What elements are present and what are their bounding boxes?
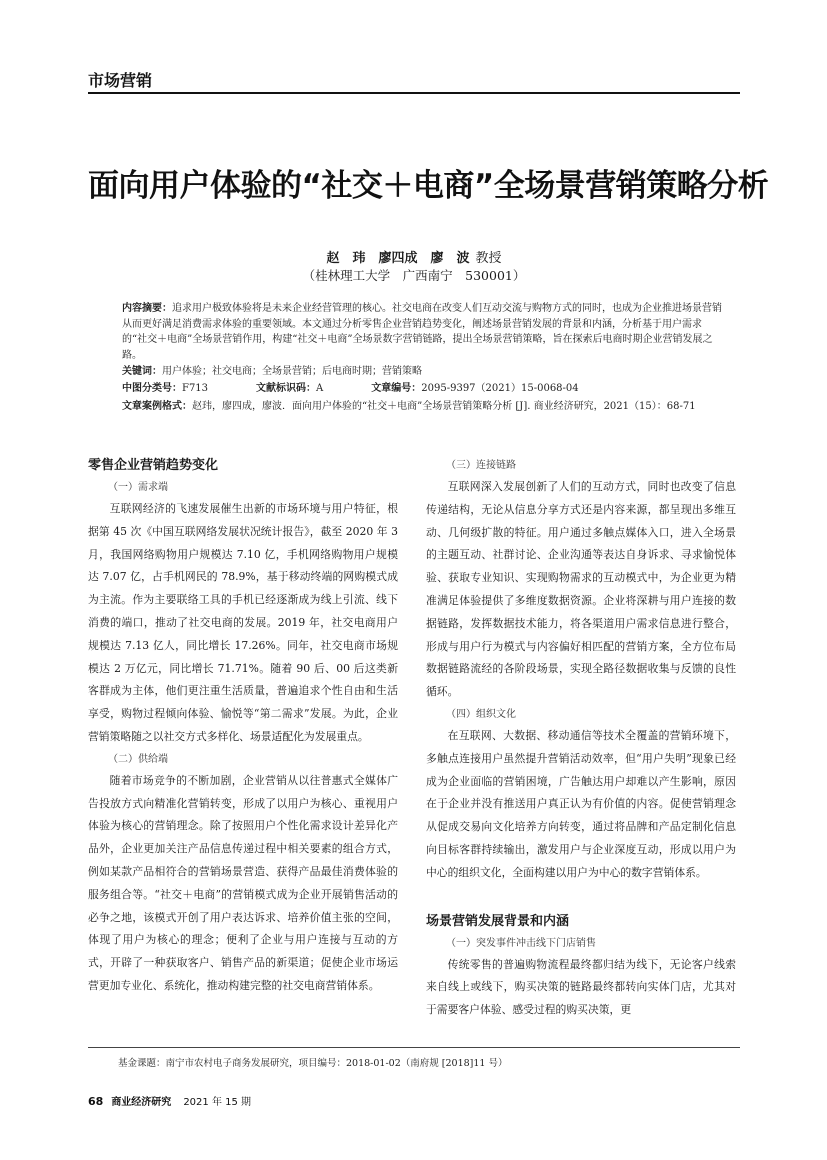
keywords-text: 用户体验；社交电商；全场景营销；后电商时期；营销策略 [162, 366, 422, 377]
paragraph: 传统零售的普遍购物流程最终都归结为线下，无论客户线索来自线上或线下，购买决策的链路最终都转向实体门店，尤其对于需要客户体验、感受过程的购买决策，更 [426, 957, 736, 1017]
classification-line [122, 381, 722, 397]
affiliation: （桂林理工大学 广西南宁 530001） [302, 268, 526, 283]
abstract-label: 内容摘要： [122, 303, 172, 314]
citation [122, 399, 722, 415]
right-column [426, 455, 736, 1022]
doc-code-label: 文献标识码： [256, 383, 317, 394]
keywords [122, 364, 722, 380]
footnote-divider [88, 1047, 740, 1048]
journal-name: 商业经济研究 [111, 1097, 172, 1108]
page-footer [88, 1093, 251, 1108]
subsection-heading: （三）连接链路 [446, 460, 516, 471]
citation-label: 文章案例格式： [122, 401, 192, 412]
subsection-heading: （二）供给端 [108, 753, 168, 765]
paragraph: 在互联网、大数据、移动通信等技术全覆盖的营销环境下，多触点连接用户虽然提升营销活动效率，但“用户失明”现象已经成为企业面临的营销困境，广告触达用户却难以产生影响，原因在于企业并没有推送用户真正认为有价值的内容。促使营销理念从促成交易向文化培养方向转变，通过将品牌和产品定制化信息向目标客群持续输出，激发用户与企业深度互动，形成以用户为中心的组织文化，全面构建以用户为中心的数字营销体系。 [426, 728, 736, 879]
funding-footnote: 基金课题：南宁市农村电子商务发展研究，项目编号：2018-01-02（南府规 [2018]11 号） [118, 1058, 508, 1069]
clc-value: F713 [182, 383, 209, 394]
paragraph: 互联网经济的飞速发展催生出新的市场环境与用户特征，根据第 45 次《中国互联网络发展状况统计报告》，截至 2020 年 3 月，我国网络购物用户规模达 7.10 亿，手机网络购物用户规模达 7.07 亿，占手机网民的 78.9%，基于移动终端的网购模式成为主流。作为主要联络工具的手机已经逐渐成为线上引流、线下消费的端口，推动了社交电商的发展。2019 年，社交电商用户规模达 7.13 亿人，同比增长 17.26%。同年，社交电商市场规模达 2 万亿元，同比增长 71.71%。随着 90 后、00 后这类新客群成为主体，他们更注重生活质量，普遍追求个性自由和生活享受，购物过程倾向体验、愉悦等“第二需求”发展。为此，企业营销策略随之以社交方式多样化、场景适配化为发展重点。 [88, 502, 398, 743]
paragraph: 互联网深入发展创新了人们的互动方式，同时也改变了信息传递结构，无论从信息分享方式还是内容来源，都呈现出多维互动、几何级扩散的特征。用户通过多触点媒体入口，进入全场景的主题互动、社群讨论、企业沟通等表达自身诉求、寻求愉悦体验、获取专业知识、实现购物需求的互动模式中，为企业更为精准满足体验提供了多维度数据资源。企业将深耕与用户连接的数据链路，发挥数据技术能力，将各渠道用户需求信息进行整合，形成与用户行为模式与内容偏好相匹配的营销方案，全方位布局数据链路流经的各阶段场景，实现全路径数据收集与反馈的良性循环。 [426, 480, 736, 699]
article-title: 面向用户体验的“社交＋电商”全场景营销策略分析 [88, 168, 769, 204]
keywords-label: 关键词： [122, 366, 162, 377]
paragraph: 随着市场竞争的不断加剧，企业营销从以往普惠式全媒体广告投放方式向精准化营销转变，形成了以用户为核心、重视用户体验为核心的营销理念。除了按照用户个性化需求设计差异化产品外，企业更加关注产品信息传递过程中相关要素的组合方式，例如某款产品相符合的营销场景营造、获得产品最佳消费体验的服务组合等。“社交＋电商”的营销模式成为企业开展销售活动的必争之地，该模式开创了用户表达诉求、培养价值主张的空间，体现了用户为核心的理念；便利了企业与用户连接与互动的方式，开辟了一种获取客户、销售产品的新渠道；促使企业市场运营更加专业化、系统化，推动构建完整的社交电商营销体系。 [88, 773, 398, 992]
subsection-heading: （一）需求端 [108, 482, 168, 493]
header-divider [88, 92, 740, 94]
clc-label: 中图分类号： [122, 383, 182, 394]
section-heading: 场景营销发展背景和内涵 [426, 913, 570, 929]
citation-text: 赵玮，廖四成，廖波．面向用户体验的“社交＋电商”全场景营销策略分析 [J]. 商业经济研究，2021（15）：68-71 [192, 401, 696, 412]
author-role: 教授 [475, 251, 502, 266]
section-label: 市场营销 [88, 71, 153, 90]
subsection-heading: （四）组织文化 [446, 708, 516, 720]
doc-code-value: A [316, 383, 324, 394]
abstract-text: 追求用户极致体验将是未来企业经营管理的核心。社交电商在改变人们互动交流与购物方式的同时，也成为企业推进场景营销从而更好满足消费需求体验的重要领域。本文通过分析零售企业营销趋势变化，阐述场景营销发展的背景和内涵，分析基于用户需求的“社交＋电商”全场景营销作用，构建“社交＋电商”全场景数字营销链路，提出全场景营销策略，旨在探索后电商时期企业营销发展之路。 [122, 303, 722, 361]
subsection-heading: （一）突发事件冲击线下门店销售 [446, 937, 596, 949]
abstract [122, 301, 722, 363]
issue-info: 2021 年 15 期 [183, 1097, 252, 1108]
article-number-label: 文章编号： [371, 383, 422, 394]
left-column [88, 455, 398, 998]
author-line [88, 247, 740, 266]
author-names: 赵 玮 廖四成 廖 波 [326, 251, 470, 266]
section-heading: 零售企业营销趋势变化 [88, 458, 219, 473]
article-number-value: 2095-9397（2021）15-0068-04 [421, 383, 579, 394]
page-number: 68 [88, 1095, 104, 1108]
